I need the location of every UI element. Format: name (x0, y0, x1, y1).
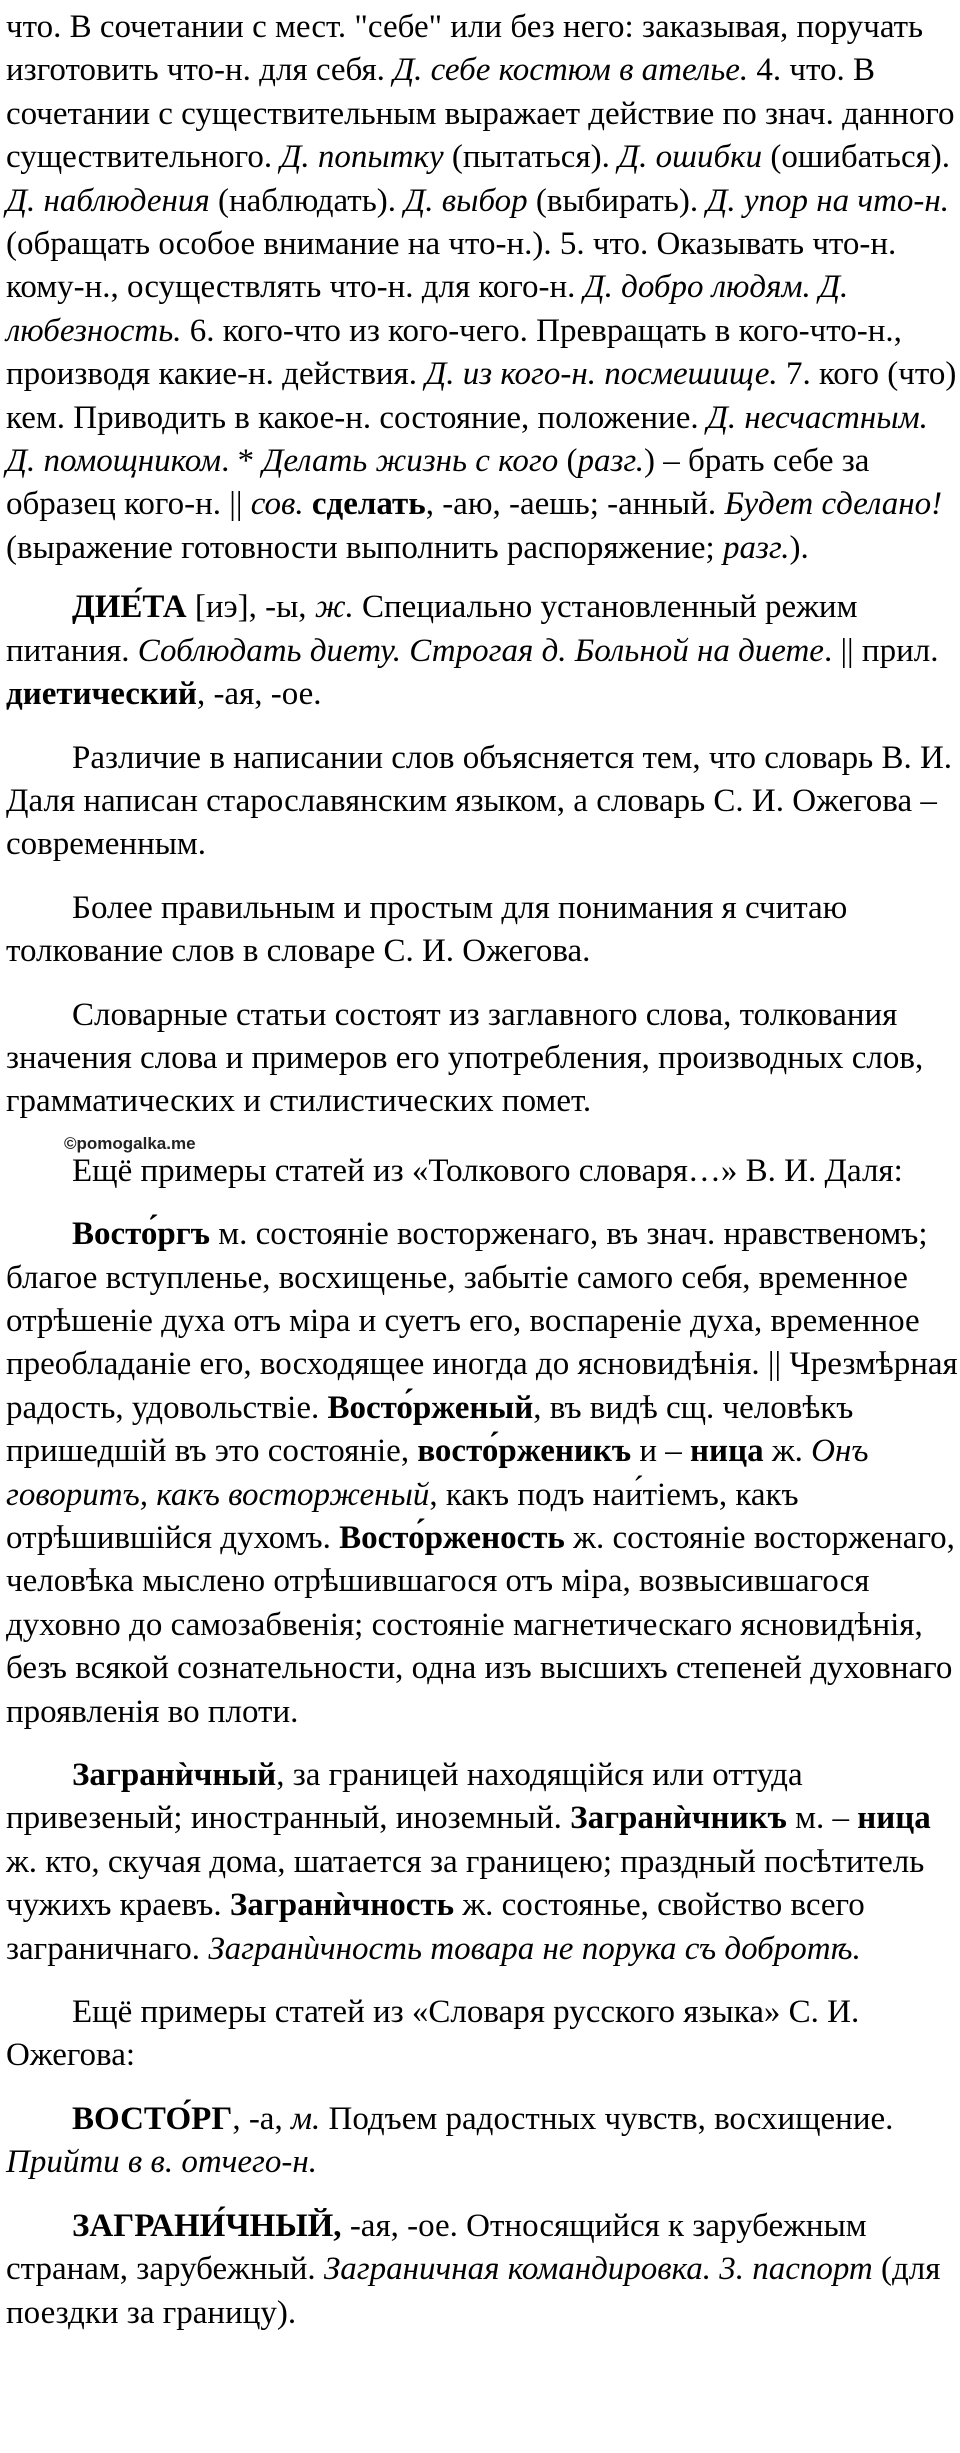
body-text: ж. кто, скучая дома, шатается за границею; праздный посѣтитель чужихъ краевъ. (6, 1843, 925, 1924)
example-text: Прийти в в. отчего-н. (6, 2144, 318, 2181)
body-text: , въ видѣ сщ. человѣкъ пришедшiй въ это состоянiе, (6, 1389, 854, 1470)
headword: Восто́ргъ (72, 1216, 211, 1253)
body-text: 7. кого (что) кем. Приводить в какое-н. состояние, положение. (6, 356, 957, 436)
example-text: Д. попытку (280, 139, 444, 176)
headword: ница (857, 1800, 931, 1837)
example-text: Д. добро людям. Д. любезность. (6, 269, 849, 349)
body-text: 4. что. В сочетании с существительным выражает действие по знач. данного существительного. (6, 52, 955, 176)
paragraph-entry-structure: Словарные статьи состоят из заглавного слова, толкования значения слова и примеров его употребления, производных слов, грамматических и стилистических помет. (6, 996, 924, 1120)
body-text: [иэ], -ы, (186, 589, 315, 626)
dictionary-entry-vostorg-ozhegov (6, 2098, 960, 2185)
example-text: разг. (577, 443, 645, 480)
example-text: сов. (250, 486, 304, 523)
example-text: Будет сделано! (724, 486, 943, 523)
example-text: разг. (722, 529, 790, 566)
body-text: , за границей находящiйся или оттуда привезеный; иностранный, иноземный. (6, 1757, 803, 1837)
example-text: Д. наблюдения (6, 182, 210, 219)
headword: сделать (311, 486, 426, 523)
paragraph-ozhegov-examples-intro: Ещё примеры статей из «Словаря русского языка» С. И. Ожегова: (6, 1994, 860, 2074)
headword: ВОСТО́РГ (72, 2100, 233, 2137)
headword: диетический (6, 676, 197, 713)
body-text: ж. (763, 1433, 812, 1470)
body-text: (пытаться). (443, 139, 619, 176)
example-text: Загранѝчность товара не порука съ добротѣ. (208, 1930, 861, 1967)
dictionary-entry-dieta (6, 586, 960, 716)
body-text: . || прил. (823, 632, 939, 669)
dictionary-entry-delat-continuation (6, 6, 960, 570)
headword: восто́рженикъ (417, 1433, 632, 1470)
body-text: и – (631, 1433, 691, 1470)
body-text: Специально установленный режим питания. (6, 589, 858, 669)
body-text: (выражение готовности выполнить распоряжение; (6, 529, 723, 566)
example-text: Делать жизнь с кого (262, 443, 559, 480)
body-text: , какъ подъ наи́тiемъ, какъ отрѣшившiйся духомъ. (6, 1476, 799, 1556)
body-text: м. – (786, 1800, 858, 1837)
example-text: Заграничная командировка. 3. паспорт (323, 2251, 873, 2288)
example-text: Онъ говоритъ, какъ восторженый (6, 1433, 869, 1513)
body-text: м. состоянiе восторженаго, въ знач. нравственомъ; благое вступленье, восхищенье, забытiе самого себя, временное отрѣшенiе духа отъ мiра и суетъ его, воспаренiе духа, временное преобладанiе его, восходящее иногда до ясновидѣнiя. || Чрезмѣрная радость, удовольствiе. (6, 1216, 958, 1426)
body-text: , -ая, -ое. (196, 676, 322, 713)
paragraph-spelling-difference: Различие в написании слов объясняется тем, что словарь В. И. Даля написан старославянским языком, а словарь С. И. Ожегова – современным. (6, 739, 953, 863)
paragraph-preference: Более правильным и простым для понимания я считаю толкование слов в словаре С. И. Ожегова. (6, 889, 848, 970)
body-text: -ая, -ое. Относящийся к зарубежным странам, зарубежный. (6, 2207, 867, 2288)
body-text: (наблюдать). (209, 182, 405, 219)
paragraph-dal-examples-intro: Ещё примеры статей из «Толкового словаря…» В. И. Даля: (72, 1152, 903, 1189)
dictionary-entry-zagranichny-ozhegov (6, 2205, 960, 2335)
example-text: Д. себе костюм в ателье. (393, 52, 749, 89)
example-text: Д. ошибки (618, 139, 763, 176)
body-text: (для поездки за границу). (6, 2251, 941, 2331)
body-text: (обращать особое внимание на что-н.). 5. что. Оказывать что-н. кому-н., осуществлять что-н. для кого-н. (6, 226, 897, 306)
example-text: Соблюдать диету. Строгая д. Больной на диете (137, 632, 824, 669)
body-text: ж. состоянье, свойство всего заграничнаго. (6, 1887, 865, 1967)
example-text: ж. (314, 589, 354, 626)
body-text: Подъем радостных чувств, восхищение. (320, 2100, 894, 2137)
dictionary-entry-vostorg-dal (6, 1213, 960, 1734)
headword: Загранѝчность (229, 1887, 455, 1924)
example-text: Д. несчастным. Д. помощником (6, 399, 928, 480)
headword: Восто́рженый (327, 1389, 534, 1426)
body-text: ( (558, 443, 578, 480)
headword: Восто́рженость (339, 1520, 565, 1556)
headword: ница (690, 1433, 764, 1470)
headword: ЗАГРАНИ́ЧНЫЙ, (72, 2207, 342, 2244)
headword: ДИЕ́ТА (72, 589, 187, 626)
body-text: что. В сочетании с мест. "себе" или без него: заказывая, поручать изготовить что-н. для себя. (6, 9, 924, 89)
body-text: 6. кого-что из кого-чего. Превращать в кого-что-н., производя какие-н. действия. (6, 312, 902, 393)
example-text: м. (290, 2100, 321, 2137)
body-text: ж. состоянiе восторженаго, человѣка мыслено отрѣшившагося отъ мiра, возвысившагося духовно до самозабвенiя; состоянiе магнетическаго ясновидѣнiя, безъ всякой сознательности, одна изъ высшихъ степеней духовнаго проявленiя во плоти. (6, 1520, 955, 1730)
body-text: ) – брать себе за образец кого-н. || (6, 443, 870, 523)
headword: Загранѝчникъ (570, 1800, 787, 1837)
body-text: , -а, (232, 2100, 291, 2137)
watermark: ©pomogalka.me (64, 1133, 196, 1153)
headword: Загранѝчный (72, 1757, 277, 1794)
example-text: Д. упор на что-н. (706, 182, 950, 219)
body-text: . * (221, 443, 263, 480)
body-text: ). (789, 529, 809, 566)
body-text: (выбирать). (527, 182, 707, 219)
body-text (304, 486, 312, 522)
body-text: (ошибаться). (762, 139, 951, 176)
body-text: , -аю, -аешь; -анный. (425, 486, 725, 523)
dictionary-entry-zagranichny-dal (6, 1754, 960, 1971)
example-text: Д. из кого-н. посмешище. (425, 356, 778, 393)
example-text: Д. выбор (404, 182, 528, 219)
